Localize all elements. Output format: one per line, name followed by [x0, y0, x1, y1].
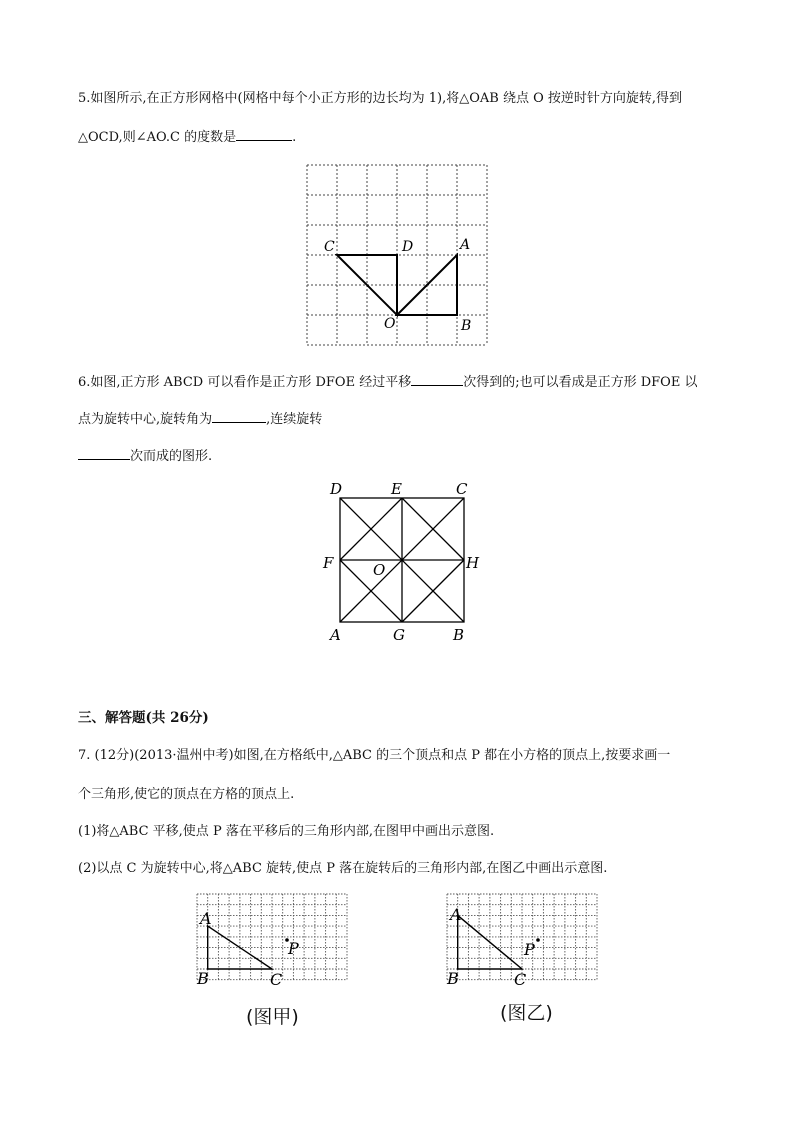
- q7-line2: 个三角形,使它的顶点在方格的顶点上.: [78, 787, 295, 802]
- q6-label-c: C: [456, 480, 468, 498]
- q7-jia-label-c: C: [270, 970, 283, 989]
- q6-square-lines: [340, 498, 464, 622]
- q6-line2a: 点为旋转中心,旋转角为: [78, 412, 213, 427]
- q6-label-e: E: [391, 480, 402, 498]
- q7-yi-label-p: P: [524, 940, 535, 959]
- q6-line3-text: 次而成的图形.: [130, 449, 213, 464]
- q5-line1: 5.如图所示,在正方形网格中(网格中每个小正方形的边长均为 1),将△OAB 绕点 O 按逆时针方向旋转,得到: [78, 91, 682, 106]
- q5-answer-blank: [236, 140, 292, 141]
- q5-label-d: D: [402, 239, 414, 255]
- q7-figure-jia: [192, 888, 356, 992]
- q6-blank-2: [212, 422, 266, 423]
- q6-label-d: D: [330, 480, 343, 498]
- q7-jia-grid: [197, 894, 347, 980]
- q7-yi-grid: [447, 894, 597, 980]
- caption-yi: (图乙): [500, 1002, 553, 1024]
- q6-label-o: O: [373, 561, 386, 579]
- caption-jia: (图甲): [246, 1006, 299, 1028]
- q7-part1: (1)将△ABC 平移,使点 P 落在平移后的三角形内部,在图甲中画出示意图.: [78, 824, 495, 839]
- q7-jia-triangle: [208, 926, 272, 969]
- q6-square-figure: [320, 478, 490, 650]
- q7-jia-label-p: P: [288, 939, 299, 958]
- q5-line2-text: △OCD,则∠AO.C 的度数是: [78, 130, 237, 145]
- q6-line3: [78, 445, 212, 464]
- q5-label-a: A: [460, 237, 471, 253]
- q6-blank-1: [411, 385, 463, 386]
- q5-label-b: B: [461, 318, 472, 334]
- q7-part2: (2)以点 C 为旋转中心,将△ABC 旋转,使点 P 落在旋转后的三角形内部,在图乙中画出示意图.: [78, 861, 608, 876]
- q5-label-c: C: [324, 239, 335, 255]
- q7-yi-label-b: B: [447, 969, 459, 988]
- q5-line2-end: .: [292, 130, 297, 145]
- q5-grid-figure: [300, 160, 500, 350]
- q5-line2: [78, 126, 296, 145]
- q6-label-b: B: [453, 626, 465, 644]
- section-title: 三、解答题(共 26分): [78, 710, 209, 726]
- q6-line2: [78, 408, 322, 427]
- q6-label-a: A: [330, 626, 341, 644]
- q7-figure-yi: [442, 888, 606, 992]
- q7-line1: 7. (12分)(2013·温州中考)如图,在方格纸中,△ABC 的三个顶点和点 P 都在小方格的顶点上,按要求画一: [78, 748, 671, 763]
- q6-label-h: H: [466, 554, 480, 572]
- q5-label-o: O: [384, 316, 396, 332]
- q6-line1b: 次得到的;也可以看成是正方形 DFOE 以: [463, 375, 698, 390]
- q6-label-f: F: [323, 554, 334, 572]
- q7-yi-label-c: C: [514, 970, 527, 989]
- q6-line2b: ,连续旋转: [266, 412, 323, 427]
- q6-line1: [78, 371, 697, 390]
- q7-jia-label-b: B: [197, 969, 209, 988]
- q6-label-g: G: [393, 626, 405, 644]
- q6-blank-3: [78, 459, 130, 460]
- q6-line1a: 6.如图,正方形 ABCD 可以看作是正方形 DFOE 经过平移: [78, 375, 412, 390]
- q7-yi-label-a: A: [450, 905, 462, 924]
- q7-yi-point-p: [536, 938, 540, 942]
- q7-jia-label-a: A: [200, 909, 212, 928]
